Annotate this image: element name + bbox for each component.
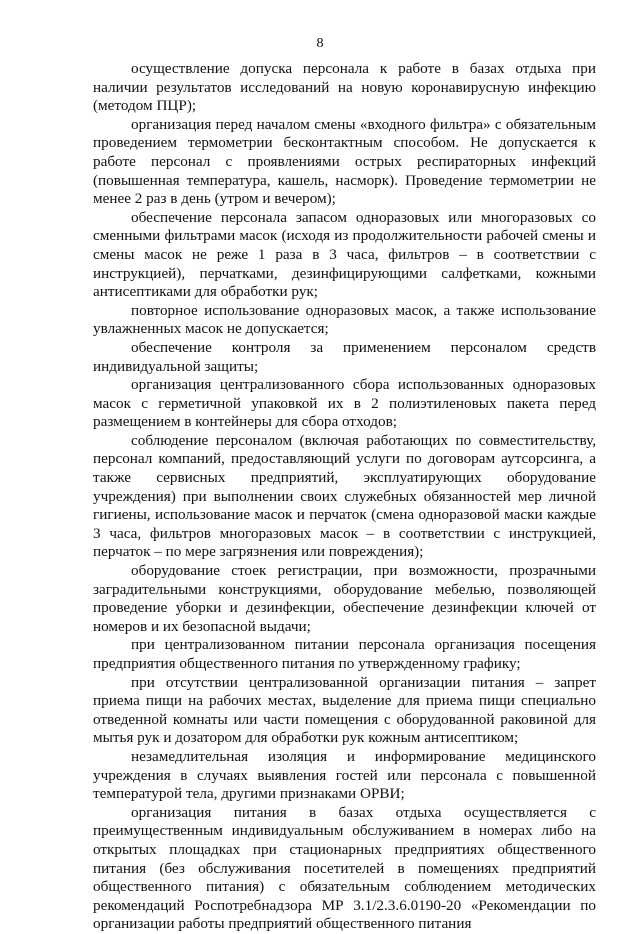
paragraph: обеспечение персонала запасом одноразовых или многоразовых со сменными фильтрами масок (исходя из продолжительности рабочей смены и смены масок не реже 1 раза в 3 часа, фильтров – в соответствии с инструкцией), перчатками, дезинфицирующими салфетками, кожными антисептиками для обработки рук; (93, 208, 596, 301)
paragraph: незамедлительная изоляция и информирование медицинского учреждения в случаях выявления гостей или персонала с повышенной температурой тела, другими признаками ОРВИ; (93, 747, 596, 803)
paragraph: оборудование стоек регистрации, при возможности, прозрачными заградительными конструкциями, оборудование мебелью, позволяющей проведение уборки и дезинфекции, обеспечение дезинфекции ключей от номеров и их безопасной выдачи; (93, 562, 596, 635)
paragraph: организация перед началом смены «входного фильтра» с обязательным проведением термометрии бесконтактным способом. Не допускается к работе персонал с проявлениями острых респираторных инфекций (повышенная температура, кашель, насморк). Проведение термометрии не менее 2 раз в день (утром и вечером); (93, 115, 596, 208)
paragraph: обеспечение контроля за применением персоналом средств индивидуальной защиты; (93, 338, 596, 375)
paragraph: при отсутствии централизованной организации питания – запрет приема пищи на рабочих местах, выделение для приема пищи специально отведенной комнаты или части помещения с оборудованной раковиной для мытья рук и дозатором для обработки рук кожным антисептиком; (93, 673, 596, 747)
paragraph: при централизованном питании персонала организация посещения предприятия общественного питания по утвержденному графику; (93, 636, 596, 672)
paragraph: повторное использование одноразовых масок, а также использование увлажненных масок не допускается; (93, 301, 596, 338)
paragraph: соблюдение персоналом (включая работающих по совместительству, персонал компаний, предоставляющий услуги по договорам аутсорсинга, а также сервисных предприятий, эксплуатирующих оборудование учреждения) при выполнении своих служебных обязанностей мер личной гигиены, использование масок и перчаток (смена одноразовой маски каждые 3 часа, фильтров многоразовых масок – в соответствии с инструкцией, перчаток – по мере загрязнения или повреждения); (93, 431, 596, 561)
paragraph: организация централизованного сбора использованных одноразовых масок с герметичной упаковкой их в 2 полиэтиленовых пакета перед размещением в контейнеры для сбора отходов; (93, 376, 596, 431)
document-body (93, 60, 596, 934)
paragraph: осуществление допуска персонала к работе в базах отдыха при наличии результатов исследований на новую коронавирусную инфекцию (методом ПЦР); (93, 60, 596, 115)
paragraph: организация питания в базах отдыха осуществляется с преимущественным индивидуальным обслуживанием в номерах либо на открытых площадках при стационарных предприятиях общественного питания (без обслуживания посетителей в помещениях предприятий общественного питания) с обязательным соблюдением методических рекомендаций Роспотребнадзора МР 3.1/2.3.6.0190-20 «Рекомендации по организации работы предприятий общественного питания (93, 803, 596, 933)
page-number: 8 (316, 36, 324, 51)
